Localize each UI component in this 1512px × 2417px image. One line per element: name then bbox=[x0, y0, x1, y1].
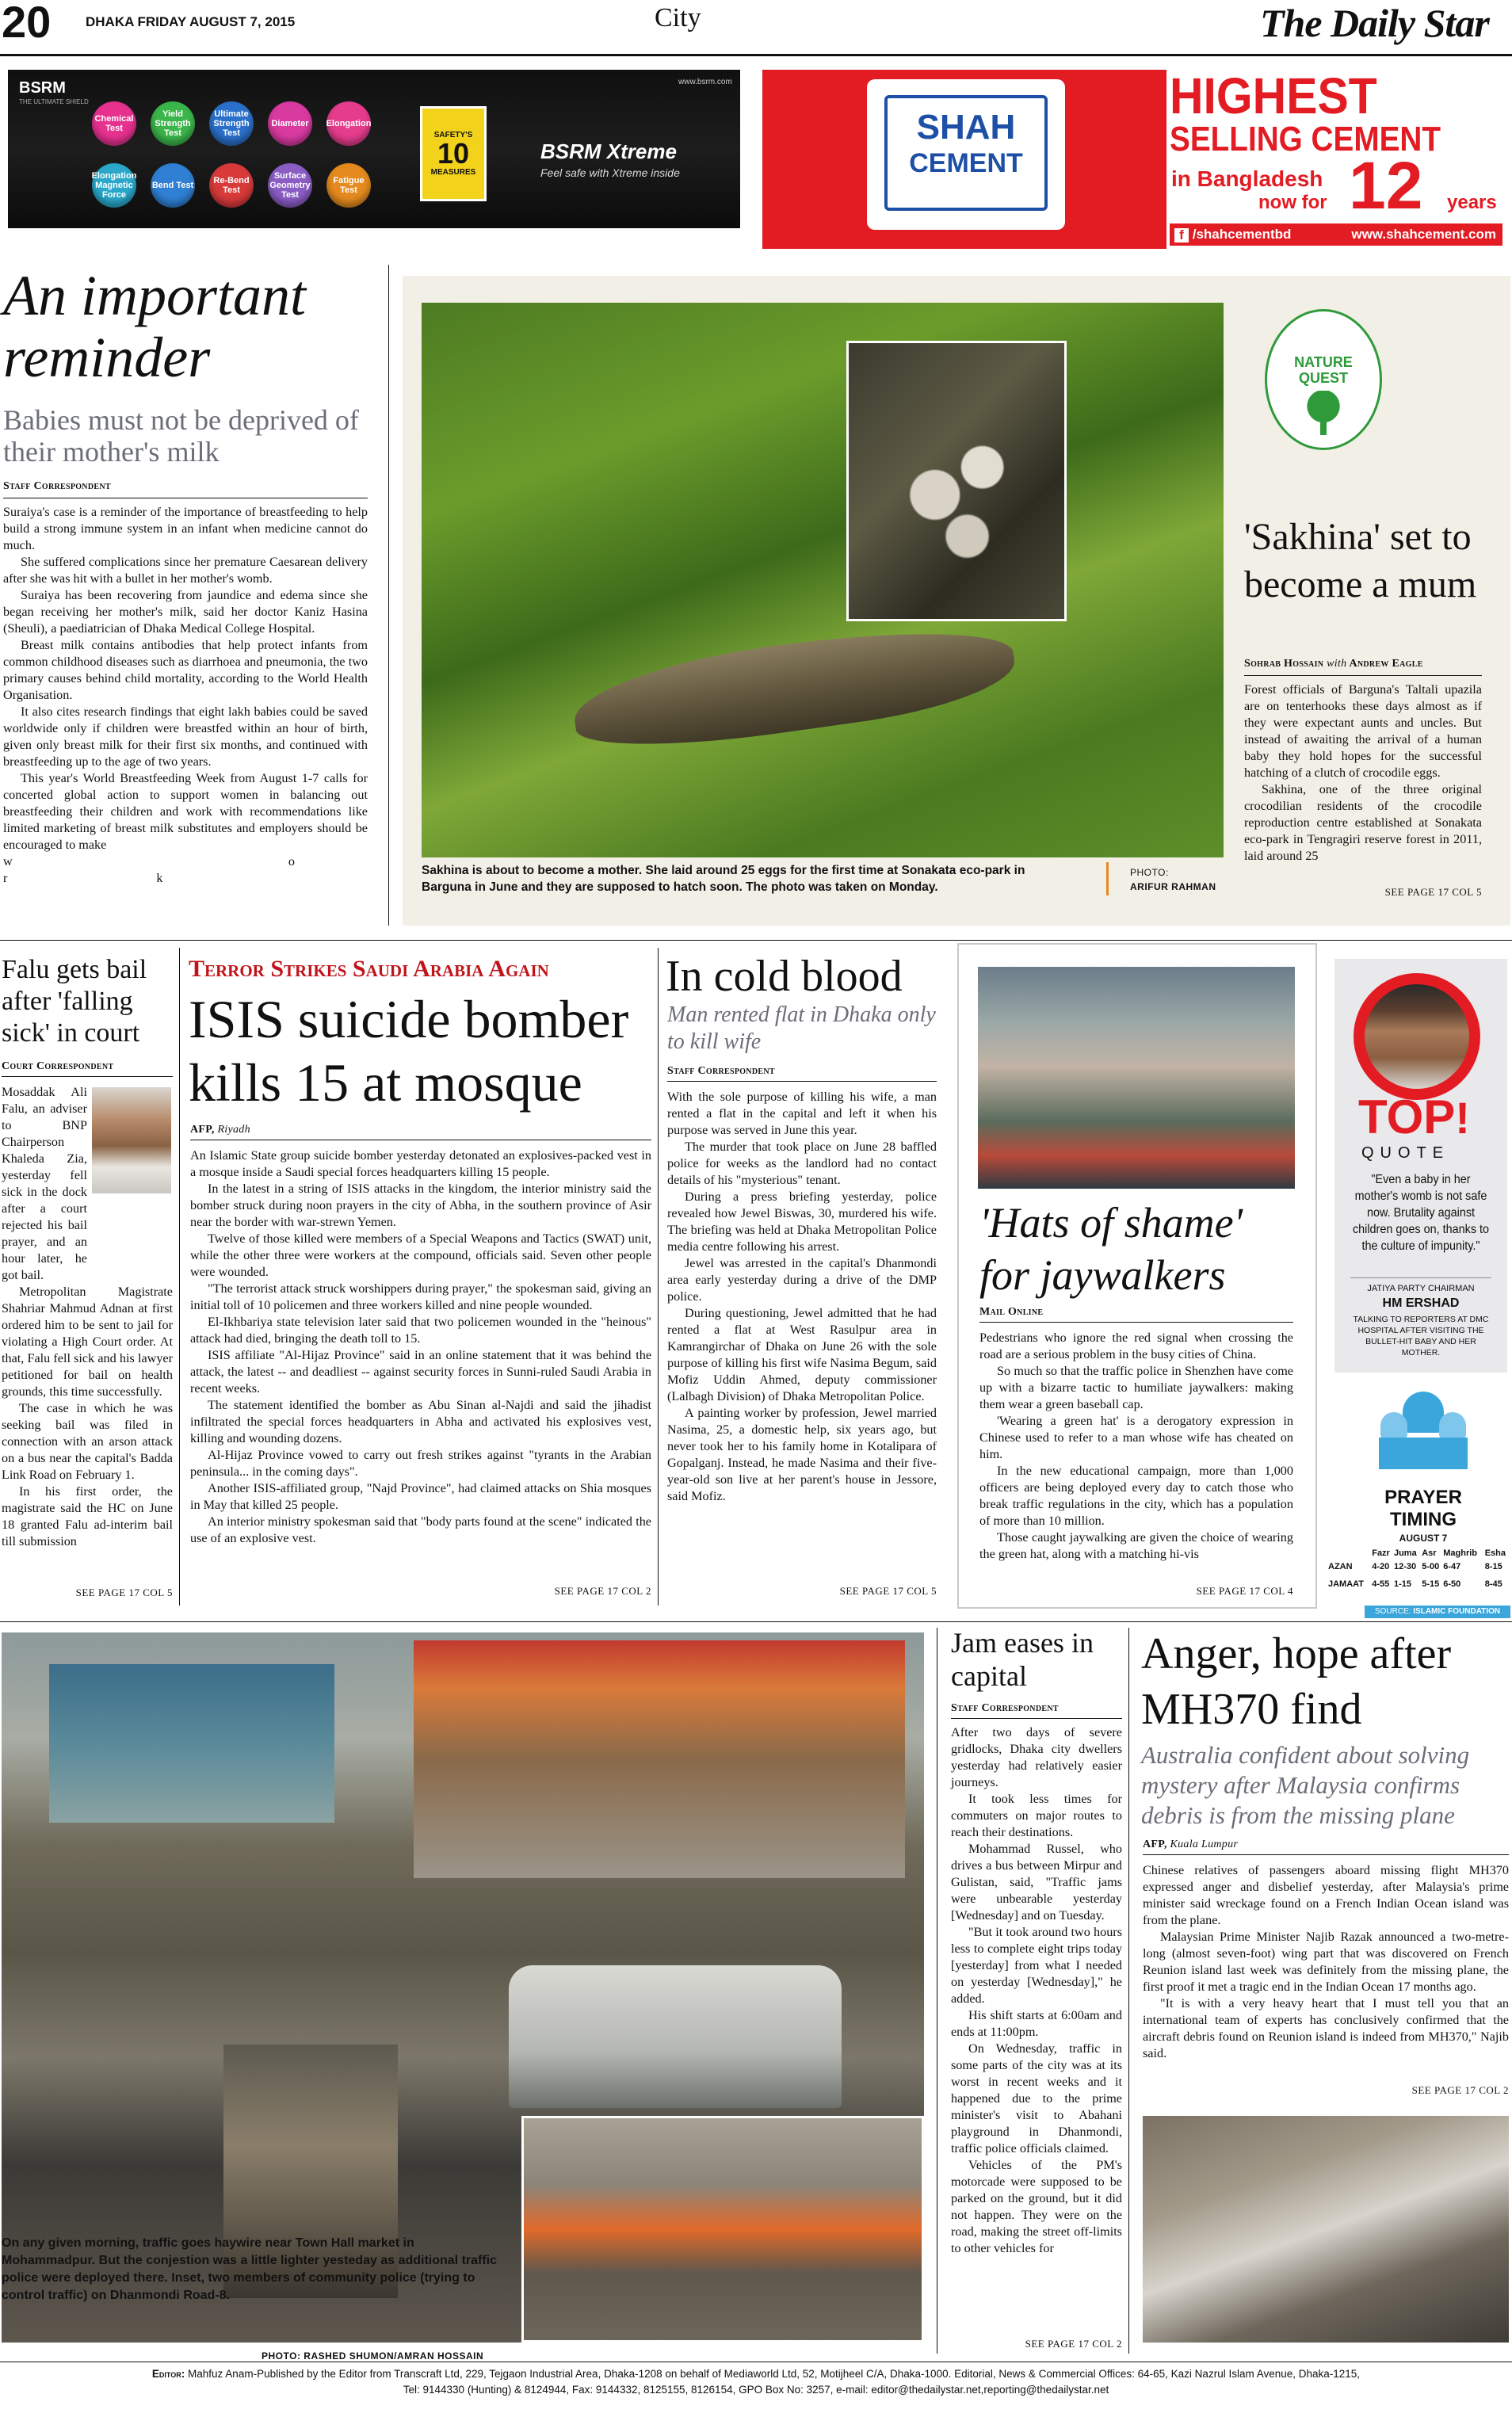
hats-p2: So much so that the traffic police in Shenzhen have come up with a bizarre tactic to humiliate jaywalkers: making them wear a green baseball cap. bbox=[979, 1364, 1293, 1411]
bsrm-circle-7: Bend Test bbox=[151, 163, 195, 208]
sakhina-byline-with: with bbox=[1327, 658, 1347, 670]
prayer-cell: 5-15 bbox=[1422, 1579, 1440, 1589]
blood-p5: During questioning, Jewel admitted that he had rented a flat at West Rasulpur area in Kamrangirchar of Dhaka on June 26 with the sole purpose of killing his first wife Nasima Begum, said Mofiz Uddin Ahmed, deputy commissioner (Lalbagh Division) of Dhaka Metropolitan Police. bbox=[667, 1306, 937, 1403]
reminder-headline: An important reminder bbox=[3, 264, 307, 389]
prayer-source-label: SOURCE: bbox=[1374, 1607, 1411, 1616]
prayer-cell: 6-50 bbox=[1443, 1579, 1461, 1589]
cars bbox=[509, 1965, 842, 2108]
hats-rule bbox=[979, 1322, 1293, 1323]
caption-accent bbox=[1106, 862, 1109, 895]
isis-p7: The statement identified the bomber as Abu Sinan al-Najdi and said the jihadist infiltrated the special forces headquarters in Abha and activated his explosives vest, killing and wounding dozens. bbox=[190, 1398, 651, 1445]
falu-see-page[interactable]: SEE PAGE 17 COL 5 bbox=[75, 1587, 173, 1598]
reminder-byline: Staff Correspondent bbox=[3, 480, 111, 492]
quote-context: TALKING TO REPORTERS AT DMC HOSPITAL AFTER VISITING THE BULLET-HIT BABY AND HER MOTHER. bbox=[1353, 1315, 1489, 1357]
quote-text: "Even a baby in her mother's womb is not safe now. Brutality against children goes on, thanks to the culture of impunity." bbox=[1352, 1173, 1490, 1253]
top-label bbox=[1358, 1090, 1470, 1144]
nature-quest-badge bbox=[1265, 309, 1382, 450]
blood-p1: With the sole purpose of killing his wife, a man rented a flat in the capital and left it when his purpose was served in June this year. bbox=[667, 1090, 937, 1137]
crocodile-shape bbox=[568, 613, 1020, 762]
shah-logo bbox=[884, 95, 1048, 211]
falu-byline: Court Correspondent bbox=[2, 1060, 114, 1072]
hats-byline: Mail Online bbox=[979, 1306, 1044, 1318]
tree-icon bbox=[1302, 391, 1345, 435]
isis-p10: An interior ministry spokesman said that "body parts found at the scene" indicated the use of an explosive vest. bbox=[190, 1514, 651, 1545]
mh370-see-page[interactable]: SEE PAGE 17 COL 2 bbox=[1411, 2084, 1509, 2096]
jam-rule bbox=[951, 1718, 1122, 1719]
header-rule bbox=[0, 54, 1512, 56]
blood-deck: Man rented flat in Dhaka only to kill wife bbox=[667, 1002, 936, 1054]
blood-see-page[interactable]: SEE PAGE 17 COL 5 bbox=[839, 1585, 937, 1597]
sakhina-rule bbox=[1244, 675, 1482, 676]
top-word: TOP bbox=[1358, 1090, 1456, 1144]
isis-p9: Another ISIS-affiliated group, "Najd Province", had claimed attacks on Shia mosques in May that killed 25 people. bbox=[190, 1481, 651, 1512]
falu-body bbox=[2, 1084, 173, 1550]
safety-line2: MEASURES bbox=[430, 168, 476, 177]
bsrm-logo: BSRM bbox=[19, 79, 66, 97]
exclamation-icon: ! bbox=[1455, 1093, 1470, 1143]
buildings-left bbox=[49, 1664, 334, 1823]
reminder-body bbox=[3, 504, 368, 887]
community-police-inset bbox=[521, 2116, 924, 2343]
safety-line1: SAFETY'S bbox=[433, 131, 473, 139]
prayer-header: Asr bbox=[1422, 1548, 1437, 1558]
prayer-title bbox=[1352, 1487, 1495, 1531]
jam-p4: "But it took around two hours less to complete eight trips today [yesterday] from what I needed on yesterday [Wednesday]," he added. bbox=[951, 1925, 1122, 2006]
reminder-deck: Babies must not be deprived of their mother's milk bbox=[3, 404, 359, 468]
isis-p5: El-Ikhbariya state television later said that two policemen wounded in the "heinous" attack had died, bringing the death toll to 15. bbox=[190, 1315, 651, 1346]
reminder-p1: Suraiya's case is a reminder of the importance of breastfeeding to help build a strong immune system in an infant when medicine cannot do much. bbox=[3, 505, 368, 552]
prayer-cell: 6-47 bbox=[1443, 1562, 1461, 1571]
reminder-p5: It also cites research findings that eight lakh babies could be saved worldwide only if children were breastfed within an hour of birth, given only breast milk for their first six months, and continued with breastfeeding up to the age of two years. bbox=[3, 704, 368, 769]
shah-website[interactable]: www.shahcement.com bbox=[1351, 227, 1496, 242]
quote-speaker-name: HM ERSHAD bbox=[1382, 1296, 1460, 1310]
prayer-cell: 8-45 bbox=[1484, 1579, 1502, 1589]
jam-body bbox=[951, 1724, 1122, 2257]
prayer-header-blank bbox=[1328, 1548, 1372, 1558]
blood-headline: In cold blood bbox=[666, 952, 903, 1001]
footer-line1-text: Mahfuz Anam-Published by the Editor from Transcraft Ltd, 229, Tejgaon Industrial Area, Dhaka-1208 on behalf of Mediaworld Ltd, 52, Motijheel C/A, Dhaka-1000. Editorial, News & Commercial Offices: 64-65, Kazi Nazrul Islam Avenue, Dhaka-1215, bbox=[188, 2368, 1361, 2380]
bsrm-circle-1: Chemical Test bbox=[92, 101, 136, 146]
col-divider-3 bbox=[658, 948, 659, 1606]
traffic-caption: On any given morning, traffic goes haywire near Town Hall market in Mohammadpur. But the conjestion was a little lighter yesteday as additional traffic police were deployed there. Inset, two members of community police (trying to control traffic) on Dhanmondi Road-8. bbox=[2, 2236, 498, 2302]
jam-p6: On Wednesday, traffic in some parts of the city was at its worst in recent weeks and it happened due to the prime minister's visit to Abahani playground in Dhanmondi, traffic police officials claimed. bbox=[951, 2041, 1122, 2155]
prayer-title-2: TIMING bbox=[1390, 1509, 1457, 1530]
hats-p4: In the new educational campaign, more than 1,000 officers are being deployed every day to catch those who break traffic regulations in the city, which has a population of more than 10 million. bbox=[979, 1464, 1293, 1528]
prayer-header: Fazr bbox=[1372, 1548, 1390, 1558]
mosque-icon bbox=[1376, 1384, 1471, 1476]
jam-headline: Jam eases in capital bbox=[951, 1627, 1094, 1692]
prayer-cell: 1-15 bbox=[1393, 1579, 1411, 1589]
mosque-base bbox=[1379, 1438, 1468, 1469]
sakhina-body bbox=[1244, 682, 1482, 865]
quote-portrait-ring bbox=[1354, 973, 1480, 1100]
crocodile-photo bbox=[422, 303, 1224, 857]
falu-p4: In his first order, the magistrate said the HC on June 18 granted Falu ad-interim bail till submission bbox=[2, 1484, 173, 1548]
mh370-byline bbox=[1143, 1839, 1238, 1851]
hats-body bbox=[979, 1330, 1293, 1563]
bsrm-circle-4: Diameter bbox=[268, 101, 312, 146]
sakhina-caption: Sakhina is about to become a mother. She laid around 25 eggs for the first time at Sonakata eco-park in Barguna in June and they are supposed to hatch soon. The photo was taken on Monday. bbox=[422, 864, 1025, 894]
hats-headline: 'Hats of shame' for jaywalkers bbox=[979, 1199, 1243, 1299]
prayer-source-name: ISLAMIC FOUNDATION bbox=[1413, 1607, 1501, 1616]
facebook-icon: f bbox=[1174, 228, 1189, 242]
bsrm-circle-10: Fatigue Test bbox=[326, 163, 371, 208]
prayer-row-jamaat bbox=[1328, 1575, 1510, 1593]
shah-now-for: now for bbox=[1258, 192, 1327, 213]
prayer-title-1: PRAYER bbox=[1384, 1487, 1462, 1508]
isis-headline: ISIS suicide bomber kills 15 at mosque bbox=[189, 989, 629, 1113]
isis-dateline: Riyadh bbox=[217, 1124, 250, 1136]
shah-headline-1: HIGHEST bbox=[1170, 67, 1377, 124]
bsrm-circle-2: Yield Strength Test bbox=[151, 101, 195, 146]
hats-p3: 'Wearing a green hat' is a derogatory expression in Chinese used to refer to a man whose wife has cheated on him. bbox=[979, 1414, 1293, 1461]
reminder-p6: This year's World Breastfeeding Week from August 1-7 calls for concerted global action to support women in balancing out breastfeeding their children and work with recommendations like limited marketing of breast milk substitutes and employers should be encouraged to make bbox=[3, 771, 368, 852]
bsrm-circle-9: Surface Geometry Test bbox=[268, 163, 312, 208]
quote-label: QUOTE bbox=[1361, 1144, 1450, 1162]
reminder-p3: Suraiya has been recovering from jaundice and edema since she began receiving her mother's milk, said her doctor Kaniz Hasina (Sheuli), a paediatrician of Dhaka Medical College Hospital. bbox=[3, 588, 368, 636]
masthead: The Daily Star bbox=[1260, 1, 1489, 45]
reminder-p7: w o r k bbox=[3, 854, 368, 885]
blood-p3: During a press briefing yesterday, police revealed how Jewel Biswas, 30, murdered his wife. The briefing was held at Dhaka Metropolitan Police media centre following his arrest. bbox=[667, 1189, 937, 1254]
isis-p6: ISIS affiliate "Al-Hijaz Province" said in an online statement that it was behind the attack, the latest -- and deadliest -- against security forces in Sunni-ruled Saudi Arabia in recent weeks. bbox=[190, 1348, 651, 1396]
prayer-header-row bbox=[1328, 1548, 1510, 1558]
bsrm-xtreme-logo: BSRM Xtreme bbox=[540, 139, 677, 163]
isis-agency: AFP, bbox=[190, 1124, 215, 1136]
prayer-table bbox=[1328, 1548, 1510, 1593]
jam-p3: Mohammad Russel, who drives a bus between Mirpur and Gulistan, said, "Traffic jams were unbearable yesterday [Wednesday] and on Tuesday. bbox=[951, 1842, 1122, 1923]
sakhina-p2: Sakhina, one of the three original crocodilian residents of the crocodile reproduction centre established at Sonakata eco-park in Tengragiri reserve forest in 2011, laid around 25 bbox=[1244, 782, 1482, 863]
footer-line-1 bbox=[0, 2366, 1512, 2382]
footer-line-2: Tel: 9144330 (Hunting) & 8124944, Fax: 9144332, 8125155, 8126154, GPO Box No: 3257, e-mail: editor@thedailystar.net,reporting@thedailystar.net bbox=[403, 2384, 1109, 2396]
mh370-deck: Australia confident about solving mystery after Malaysia confirms debris is from the missing plane bbox=[1141, 1741, 1470, 1829]
sakhina-see-page[interactable]: SEE PAGE 17 COL 5 bbox=[1384, 886, 1482, 898]
bsrm-url: www.bsrm.com bbox=[678, 78, 732, 86]
prayer-row-label: AZAN bbox=[1328, 1562, 1353, 1571]
sakhina-byline bbox=[1244, 658, 1423, 670]
shah-logo-line1: SHAH bbox=[916, 108, 1016, 147]
isis-body bbox=[190, 1147, 651, 1547]
mh370-headline: Anger, hope after MH370 find bbox=[1141, 1629, 1452, 1734]
buildings-right bbox=[414, 1640, 905, 1878]
bsrm-xtreme-tagline: Feel safe with Xtreme inside bbox=[540, 166, 680, 179]
bsrm-circle-5: Elongation bbox=[326, 101, 371, 146]
shah-years: years bbox=[1447, 192, 1497, 213]
mh370-p1: Chinese relatives of passengers aboard missing flight MH370 expressed anger and disbelief yesterday, after Malaysia's prime minister said wreckage found on a French Indian Ocean island was from the plane. bbox=[1143, 1863, 1509, 1927]
falu-headline: Falu gets bail after 'falling sick' in court bbox=[2, 955, 147, 1048]
sakhina-headline: 'Sakhina' set to become a mum bbox=[1244, 516, 1477, 605]
prayer-row-azan bbox=[1328, 1558, 1510, 1575]
jam-byline: Staff Correspondent bbox=[951, 1702, 1059, 1714]
prayer-date: AUGUST 7 bbox=[1399, 1533, 1448, 1544]
blood-body bbox=[667, 1089, 937, 1505]
blood-p4: Jewel was arrested in the capital's Dhanmondi area early yesterday during a drive of the DMP police. bbox=[667, 1256, 937, 1304]
reminder-p2: She suffered complications since her premature Caesarean delivery after she was hit with a bullet in her mother's womb. bbox=[3, 555, 368, 586]
mosque-dome-right bbox=[1439, 1412, 1466, 1439]
shah-footer-bar bbox=[1170, 223, 1502, 246]
bsrm-safety-badge bbox=[420, 106, 487, 201]
prayer-cell: 8-15 bbox=[1484, 1562, 1502, 1571]
shah-facebook[interactable]: /shahcementbd bbox=[1192, 227, 1292, 242]
section-name: City bbox=[655, 3, 701, 32]
isis-p8: Al-Hijaz Province vowed to carry out fresh strikes against "tyrants in the Arabian peninsula... in the coming days". bbox=[190, 1448, 651, 1479]
prayer-row-label: JAMAAT bbox=[1328, 1579, 1365, 1589]
jam-p7: Vehicles of the PM's motorcade were supposed to be parked on the ground, but it did not happen. They were on the road, making the street off-limits to other vehicles for bbox=[951, 2158, 1122, 2255]
mh370-p3: "It is with a very heavy heart that I must tell you that an international team of experts has conclusively confirmed that the aircraft debris found on Reunion island is indeed from MH370," Najib said. bbox=[1143, 1996, 1509, 2060]
quote-rule bbox=[1350, 1277, 1491, 1278]
safety-number: 10 bbox=[437, 137, 470, 170]
bsrm-ad[interactable] bbox=[8, 70, 740, 228]
prayer-header: Juma bbox=[1393, 1548, 1417, 1558]
bsrm-circle-6: Elongation Magnetic Force bbox=[92, 163, 136, 208]
prayer-cell: 5-00 bbox=[1422, 1562, 1440, 1571]
hats-p5: Those caught jaywalking are given the choice of wearing the green hat, along with a matching hi-vis bbox=[979, 1530, 1293, 1561]
hats-see-page[interactable]: SEE PAGE 17 COL 4 bbox=[1196, 1585, 1293, 1597]
mosque-dome-left bbox=[1380, 1412, 1407, 1439]
footer-imprint bbox=[0, 2366, 1512, 2398]
prayer-cell: 12-30 bbox=[1393, 1562, 1417, 1571]
blood-p6: A painting worker by profession, Jewel married Nasima, 25, a domestic help, six years ago, but never took her to his family home in Kotalipara of Gopalganj. Instead, he made Nasima and their five-year-old son live at her parent's house in Jessore, said Mofiz. bbox=[667, 1406, 937, 1503]
isis-p3: Twelve of those killed were members of a Special Weapons and Tactics (SWAT) unit, while the other three were workers at the compound, officials said. Seven other people were wounded. bbox=[190, 1231, 651, 1279]
nature-quest-label: NATURE QUEST bbox=[1294, 354, 1353, 386]
isis-p2: In the latest in a string of ISIS attacks in the kingdom, the interior ministry said the bomber struck during noon prayers in the city of Abha, in the southern province of Asir near the border with war-strewn Yemen. bbox=[190, 1182, 651, 1229]
bsrm-circle-8: Re-Bend Test bbox=[209, 163, 254, 208]
shah-logo-box bbox=[867, 79, 1065, 230]
prayer-cell: 4-55 bbox=[1372, 1579, 1390, 1589]
isis-p4: "The terrorist attack struck worshippers during prayer," the spokesman said, giving an initial toll of 10 policemen and three workers killed and nine people wounded. bbox=[190, 1281, 651, 1312]
traffic-credit: PHOTO: RASHED SHUMON/AMRAN HOSSAIN bbox=[262, 2350, 484, 2362]
falu-p1: Mosaddak Ali Falu, an adviser to BNP Chairperson Khaleda Zia, yesterday fell sick in the dock after a court rejected his bail prayer, and an hour later, he got bail. bbox=[2, 1085, 87, 1282]
mh370-dateline: Kuala Lumpur bbox=[1170, 1839, 1239, 1850]
jam-p2: It took less times for commuters on major routes to reach their destinations. bbox=[951, 1792, 1122, 1839]
blood-p2: The murder that took place on June 28 baffled police for weeks as the landlord had no contact details of his "mysterious" tenant. bbox=[667, 1140, 937, 1187]
jam-p1: After two days of severe gridlocks, Dhaka city dwellers yesterday had relatively easier journeys. bbox=[951, 1725, 1122, 1789]
prayer-source bbox=[1365, 1606, 1510, 1618]
mh370-p2: Malaysian Prime Minister Najib Razak announced a two-metre-long (almost seven-foot) wing part that was discovered on French Reunion island last week was definitely from the missing plane, the first proof it met a tragic end in the Indian Ocean 17 months ago. bbox=[1143, 1930, 1509, 1994]
falu-rule bbox=[2, 1076, 173, 1077]
mosque-dome-center bbox=[1403, 1392, 1444, 1433]
footer-editor-label: Editor: bbox=[151, 2368, 185, 2380]
blood-byline: Staff Correspondent bbox=[667, 1065, 775, 1077]
shah-cement-ad[interactable] bbox=[762, 67, 1507, 249]
shah-in-bangladesh: in Bangladesh bbox=[1171, 166, 1323, 191]
prayer-cell: 4-20 bbox=[1372, 1562, 1390, 1571]
falu-p3: The case in which he was seeking bail was filed in connection with an arson attack on a bus near the capital's Badda Link Road on February 1. bbox=[2, 1401, 173, 1482]
jaywalker-photo bbox=[978, 967, 1295, 1189]
col-divider-1 bbox=[388, 265, 389, 926]
quote-speaker-title: JATIYA PARTY CHAIRMAN bbox=[1367, 1284, 1475, 1293]
mh370-body bbox=[1143, 1862, 1509, 2062]
eggs-inset-photo bbox=[846, 341, 1067, 621]
isis-see-page[interactable]: SEE PAGE 17 COL 2 bbox=[554, 1585, 651, 1597]
shah-headline-2: SELLING CEMENT bbox=[1170, 120, 1441, 158]
blood-rule bbox=[667, 1081, 937, 1082]
mid-row-rule bbox=[0, 940, 1512, 941]
shah-years-number: 12 bbox=[1349, 148, 1423, 223]
ershad-photo bbox=[1365, 984, 1469, 1089]
page-number: 20 bbox=[2, 0, 52, 47]
mh370-rule bbox=[1143, 1854, 1509, 1855]
prayer-header: Esha bbox=[1484, 1548, 1506, 1558]
sakhina-credit-name: ARIFUR RAHMAN bbox=[1130, 881, 1216, 892]
bsrm-circle-3: Ultimate Strength Test bbox=[209, 101, 254, 146]
isis-kicker: Terror Strikes Saudi Arabia Again bbox=[189, 956, 549, 982]
jam-see-page[interactable]: SEE PAGE 17 COL 2 bbox=[1025, 2338, 1122, 2350]
sakhina-byline-a: Sohrab Hossain bbox=[1244, 658, 1324, 670]
isis-byline bbox=[190, 1124, 250, 1136]
col-divider-5 bbox=[1128, 1628, 1129, 2354]
mh370-agency: AFP, bbox=[1143, 1839, 1167, 1850]
reminder-p4: Breast milk contains antibodies that help protect infants from common childhood diseases such as diarrhoea and pneumonia, the two primary causes behind child mortality, according to the World Health Organisation. bbox=[3, 638, 368, 702]
col-divider-2 bbox=[179, 948, 180, 1606]
falu-p2: Metropolitan Magistrate Shahriar Mahmud Adnan at first ordered him to be sent to jail for violating a High Court order. At that, Falu fell sick and his lawyer petitioned for bail on health grounds, this time successfully. bbox=[2, 1285, 173, 1399]
bottom-row-rule bbox=[0, 1621, 1512, 1622]
prayer-header: Maghrib bbox=[1443, 1548, 1478, 1558]
hats-p1: Pedestrians who ignore the red signal when crossing the road are a serious problem in the busy cities of China. bbox=[979, 1331, 1293, 1361]
sakhina-byline-b: Andrew Eagle bbox=[1349, 658, 1423, 670]
edition-date: DHAKA FRIDAY AUGUST 7, 2015 bbox=[86, 14, 296, 29]
sakhina-p1: Forest officials of Barguna's Taltali upazila are on tenterhooks these days almost as if they were expectant aunts and uncles. But instead of awaiting the arrival of a human baby they hold hopes for the successful hatching of a clutch of crocodile eggs. bbox=[1244, 682, 1482, 780]
jam-p5: His shift starts at 6:00am and ends at 11:00pm. bbox=[951, 2008, 1122, 2039]
mh370-photo bbox=[1143, 2116, 1509, 2343]
shah-logo-line2: CEMENT bbox=[909, 148, 1023, 178]
bsrm-tagline: THE ULTIMATE SHIELD bbox=[19, 98, 89, 105]
isis-p1: An Islamic State group suicide bomber yesterday detonated an explosives-packed vest in a mosque inside a Saudi special forces headquarters killing 15 people. bbox=[190, 1148, 651, 1179]
sakhina-credit-label: PHOTO: bbox=[1130, 867, 1169, 878]
